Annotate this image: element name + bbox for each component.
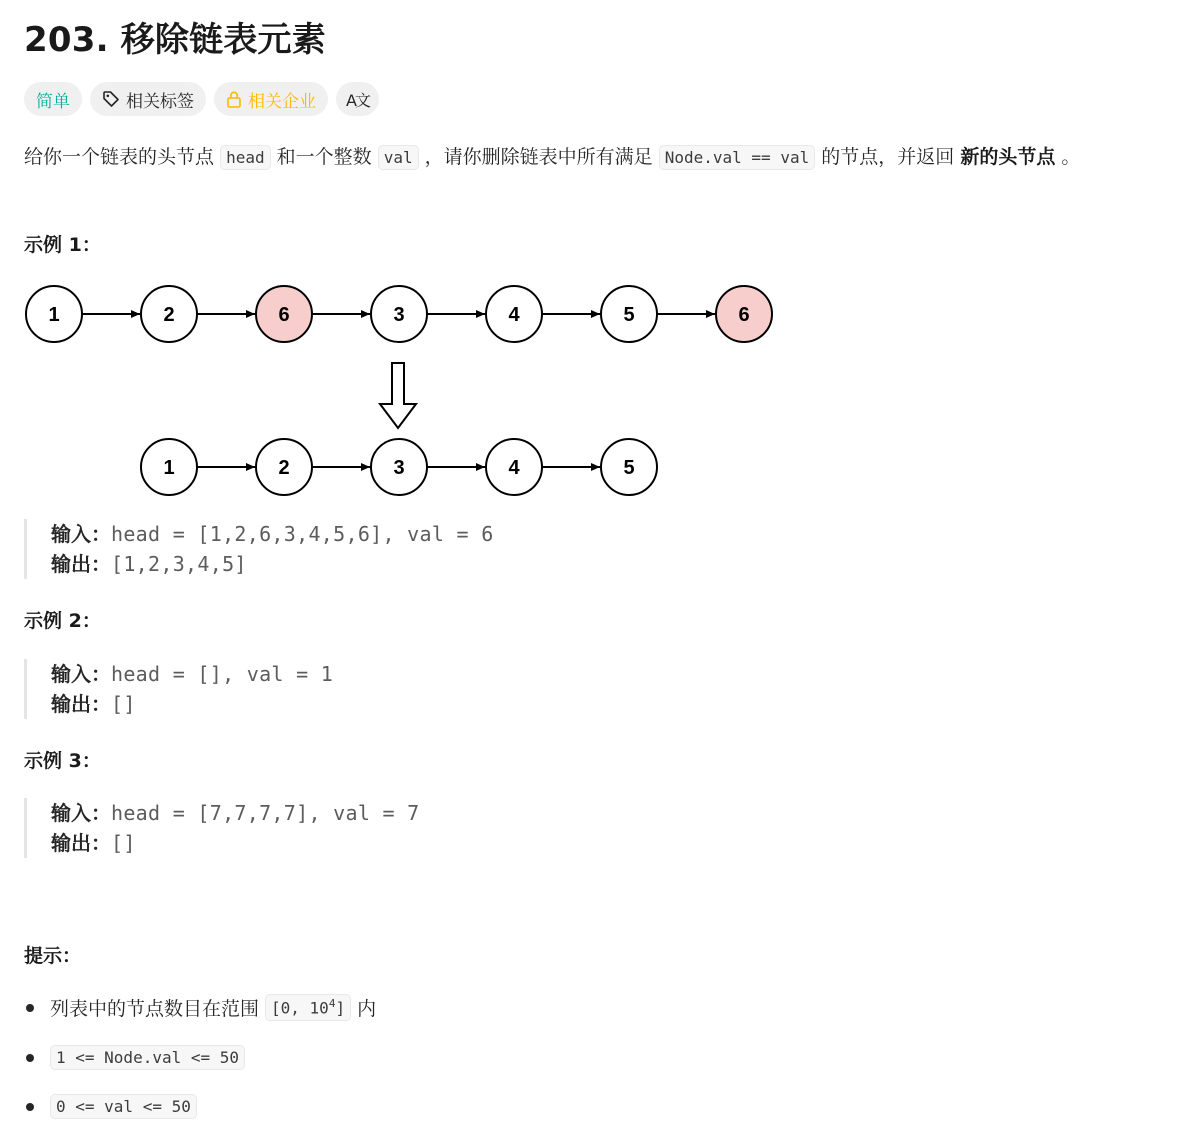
hint-text: 内 (357, 998, 377, 1020)
desc-text: 。 (1061, 146, 1081, 168)
desc-code-condition: Node.val == val (659, 145, 816, 170)
input-label: 输入： (51, 522, 111, 546)
input-value: head = [7,7,7,7], val = 7 (111, 801, 420, 825)
hint-item (24, 1094, 197, 1119)
translate-button[interactable] (336, 82, 379, 116)
input-value: head = [1,2,6,3,4,5,6], val = 6 (111, 522, 494, 546)
output-label: 输出： (51, 552, 111, 576)
down-arrow-icon (380, 363, 416, 428)
output-label: 输出： (51, 692, 111, 716)
before-node-label: 3 (393, 304, 405, 326)
bullet-icon (26, 1103, 34, 1111)
bullet-icon (26, 1004, 34, 1012)
hint-text: 列表中的节点数目在范围 (50, 998, 260, 1020)
example-1-block (24, 519, 494, 579)
output-label: 输出： (51, 831, 111, 855)
hint-item (24, 1045, 245, 1070)
input-label: 输入： (51, 662, 111, 686)
desc-text: 和一个整数 (276, 146, 372, 168)
related-tags-label: 相关标签 (126, 91, 194, 112)
before-node-label: 1 (48, 304, 60, 326)
desc-bold: 新的头节点 (960, 146, 1056, 168)
input-label: 输入： (51, 801, 111, 825)
tag-icon (102, 90, 120, 108)
desc-text: 的节点，并返回 (821, 146, 955, 168)
desc-code-head: head (220, 145, 271, 170)
lock-icon (226, 90, 242, 108)
translate-icon: A文 (346, 90, 369, 110)
after-node-label: 5 (623, 457, 635, 479)
hints-heading: 提示： (24, 945, 82, 967)
example-3-heading: 示例 3： (24, 750, 101, 772)
output-value: [] (111, 831, 136, 855)
desc-code-val: val (378, 145, 419, 170)
after-node-label: 2 (278, 457, 290, 479)
desc-text: ，请你删除链表中所有满足 (424, 146, 653, 168)
after-node-label: 3 (393, 457, 405, 479)
bullet-icon (26, 1054, 34, 1062)
example-2-heading: 示例 2： (24, 610, 101, 632)
example-1-heading: 示例 1： (24, 234, 101, 256)
output-value: [] (111, 692, 136, 716)
hint-code: [0, $10^4$] (265, 994, 351, 1020)
difficulty-badge[interactable]: 简单 (24, 82, 82, 116)
before-node-label: 4 (508, 304, 520, 326)
after-node-label: 4 (508, 457, 520, 479)
example-2-block (24, 659, 333, 719)
output-value: [1,2,3,4,5] (111, 552, 247, 576)
before-node-label: 2 (163, 304, 175, 326)
hint-item (24, 994, 376, 1021)
desc-text: 给你一个链表的头节点 (24, 146, 215, 168)
before-node-label: 6 (738, 304, 750, 326)
hint-code: 1 <= Node.val <= 50 (50, 1045, 245, 1070)
related-tags-button[interactable] (90, 82, 206, 116)
tag-bar (24, 82, 379, 116)
hint-code: 0 <= val <= 50 (50, 1094, 197, 1119)
related-companies-label: 相关企业 (248, 91, 316, 112)
problem-title: 203. 移除链表元素 (24, 20, 326, 60)
linked-list-diagram (20, 280, 790, 505)
problem-description (24, 140, 1194, 175)
example-3-block (24, 798, 420, 858)
before-node-label: 5 (623, 304, 635, 326)
before-node-label: 6 (278, 304, 290, 326)
related-companies-button[interactable] (214, 82, 328, 116)
input-value: head = [], val = 1 (111, 662, 334, 686)
after-node-label: 1 (163, 457, 175, 479)
